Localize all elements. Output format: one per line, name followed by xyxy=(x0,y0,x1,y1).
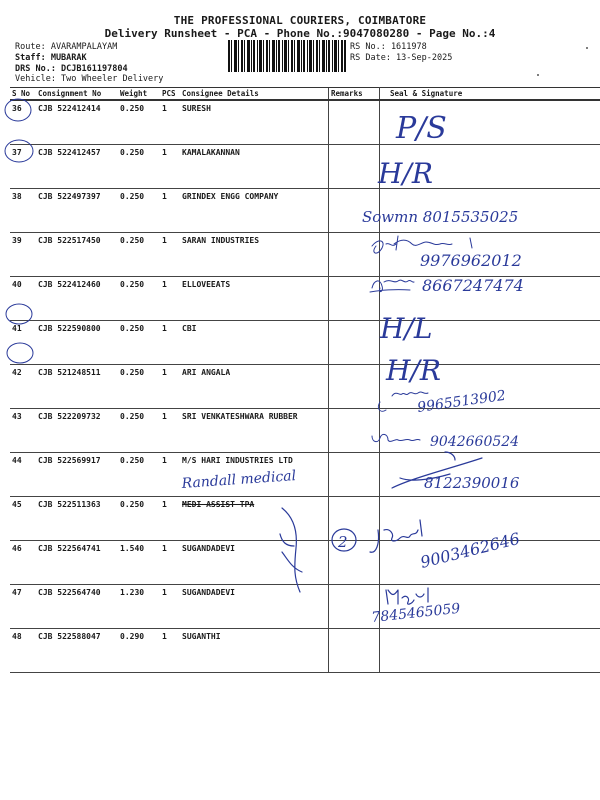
sig-46-47: 9003462646 xyxy=(418,528,522,572)
weight-cell: 0.250 xyxy=(118,497,160,541)
consignee-cell: SUGANDADEVI xyxy=(180,585,329,629)
weight-cell: 0.250 xyxy=(118,277,160,321)
col-consignment: Consignment No xyxy=(36,88,118,101)
weight-cell: 1.230 xyxy=(118,585,160,629)
weight-cell: 0.290 xyxy=(118,629,160,673)
seal-cell xyxy=(380,453,600,497)
seal-cell xyxy=(380,189,600,233)
pcs-cell: 1 xyxy=(160,277,180,321)
seal-cell xyxy=(380,497,600,541)
consignment-cell: CJB 522590800 xyxy=(36,321,118,365)
pcs-cell: 1 xyxy=(160,365,180,409)
col-pcs: PCS xyxy=(160,88,180,101)
weight-cell: 1.540 xyxy=(118,541,160,585)
remarks-cell xyxy=(329,585,380,629)
sig-42: H/R xyxy=(386,354,441,387)
remarks-cell xyxy=(329,409,380,453)
sno-cell: 43 xyxy=(10,409,36,453)
sig-40: 8667247474 xyxy=(422,276,524,295)
col-sno: S No xyxy=(10,88,36,101)
table-row xyxy=(10,277,600,321)
consignment-cell: CJB 522497397 xyxy=(36,189,118,233)
staff-text: Staff: MUBARAK xyxy=(15,53,87,63)
pcs-cell: 1 xyxy=(160,321,180,365)
remarks-cell xyxy=(329,321,380,365)
consignment-cell: CJB 522517450 xyxy=(36,233,118,277)
table-row xyxy=(10,365,600,409)
consignee-cell: SUGANDADEVI xyxy=(180,541,329,585)
table-row xyxy=(10,145,600,189)
company-title: THE PROFESSIONAL COURIERS, COIMBATORE xyxy=(173,14,427,27)
count-46-47: 2 xyxy=(338,533,348,551)
seal-cell xyxy=(380,585,600,629)
table-row xyxy=(10,100,600,145)
table-header-row xyxy=(10,88,600,101)
table-row xyxy=(10,585,600,629)
weight-cell: 0.250 xyxy=(118,409,160,453)
table-row xyxy=(10,321,600,365)
weight-cell: 0.250 xyxy=(118,100,160,145)
sig-39: 9976962012 xyxy=(420,251,522,270)
weight-cell: 0.250 xyxy=(118,145,160,189)
sno-cell: 41 xyxy=(10,321,36,365)
runsheet-subtitle: Delivery Runsheet - PCA - Phone No.:9047080280 - Page No.:4 xyxy=(104,27,496,40)
sno-cell: 37 xyxy=(10,145,36,189)
col-consignee: Consignee Details xyxy=(180,88,329,101)
table-row xyxy=(10,629,600,673)
seal-cell xyxy=(380,277,600,321)
consignee-cell: SUGANTHI xyxy=(180,629,329,673)
speck-mark xyxy=(537,74,539,76)
remarks-cell xyxy=(329,145,380,189)
note-45: Randall medical xyxy=(181,468,297,492)
pcs-cell: 1 xyxy=(160,585,180,629)
sno-cell: 36 xyxy=(10,100,36,145)
seal-cell xyxy=(380,541,600,585)
sig-48: 7845465059 xyxy=(370,600,462,626)
sno-cell: 44 xyxy=(10,453,36,497)
seal-cell xyxy=(380,629,600,673)
sno-cell: 39 xyxy=(10,233,36,277)
consignment-cell: CJB 521248511 xyxy=(36,365,118,409)
sig-44: 9042660524 xyxy=(430,434,520,450)
drs-text: DRS No.: DCJB161197804 xyxy=(15,64,128,74)
weight-cell: 0.250 xyxy=(118,453,160,497)
consignee-cell: SURESH xyxy=(180,100,329,145)
sno-cell: 42 xyxy=(10,365,36,409)
table-row xyxy=(10,541,600,585)
sno-cell: 38 xyxy=(10,189,36,233)
rs-no-text: RS No.: 1611978 xyxy=(350,42,427,52)
sig-38: Sowmn 8015535025 xyxy=(362,208,519,226)
consignee-cell: ARI ANGALA xyxy=(180,365,329,409)
weight-cell: 0.250 xyxy=(118,189,160,233)
pcs-cell: 1 xyxy=(160,233,180,277)
weight-cell: 0.250 xyxy=(118,233,160,277)
runsheet-table xyxy=(10,87,600,673)
seal-cell xyxy=(380,145,600,189)
seal-cell xyxy=(380,365,600,409)
route-text: Route: AVARAMPALAYAM xyxy=(15,42,118,52)
consignee-cell: SRI VENKATESHWARA RUBBER xyxy=(180,409,329,453)
table-row xyxy=(10,233,600,277)
pcs-cell: 1 xyxy=(160,497,180,541)
sno-cell: 48 xyxy=(10,629,36,673)
consignment-cell: CJB 522564741 xyxy=(36,541,118,585)
seal-cell xyxy=(380,409,600,453)
consignment-cell: CJB 522209732 xyxy=(36,409,118,453)
consignment-cell: CJB 522569917 xyxy=(36,453,118,497)
remarks-cell xyxy=(329,453,380,497)
consignee-cell: ELLOVEEATS xyxy=(180,277,329,321)
weight-cell: 0.250 xyxy=(118,365,160,409)
remarks-cell xyxy=(329,629,380,673)
rs-block xyxy=(350,42,452,64)
consignee-cell: M/S HARI INDUSTRIES LTD xyxy=(180,453,329,497)
table-row xyxy=(10,409,600,453)
seal-cell xyxy=(380,321,600,365)
sno-cell: 40 xyxy=(10,277,36,321)
pcs-cell: 1 xyxy=(160,409,180,453)
remarks-cell xyxy=(329,277,380,321)
sno-cell: 47 xyxy=(10,585,36,629)
consignment-cell: CJB 522412460 xyxy=(36,277,118,321)
weight-cell: 0.250 xyxy=(118,321,160,365)
consignment-cell: CJB 522564740 xyxy=(36,585,118,629)
consignee-cell: KAMALAKANNAN xyxy=(180,145,329,189)
consignee-cell: MEDI ASSIST TPA xyxy=(180,497,329,541)
sig-41: H/L xyxy=(380,312,433,345)
consignee-cell: CBI xyxy=(180,321,329,365)
consignee-cell: SARAN INDUSTRIES xyxy=(180,233,329,277)
table-row xyxy=(10,189,600,233)
col-seal: Seal & Signature xyxy=(380,88,600,101)
sno-cell: 45 xyxy=(10,497,36,541)
sig-36: P/S xyxy=(396,111,447,146)
sig-45: 8122390016 xyxy=(424,474,520,492)
remarks-cell xyxy=(329,497,380,541)
barcode xyxy=(228,40,346,72)
consignment-cell: CJB 522588047 xyxy=(36,629,118,673)
col-remarks: Remarks xyxy=(329,88,380,101)
pcs-cell: 1 xyxy=(160,100,180,145)
route-staff-block xyxy=(15,42,128,75)
consignee-cell: GRINDEX ENGG COMPANY xyxy=(180,189,329,233)
consignment-cell: CJB 522412457 xyxy=(36,145,118,189)
table-row xyxy=(10,453,600,497)
remarks-cell xyxy=(329,365,380,409)
sig-43: 9965513902 xyxy=(416,387,507,416)
vehicle-text: Vehicle: Two Wheeler Delivery xyxy=(15,74,164,84)
pcs-cell: 1 xyxy=(160,145,180,189)
remarks-cell xyxy=(329,189,380,233)
table-body xyxy=(10,100,600,673)
remarks-cell xyxy=(329,100,380,145)
seal-cell xyxy=(380,233,600,277)
rs-date-text: RS Date: 13-Sep-2025 xyxy=(350,53,453,63)
speck-mark xyxy=(586,47,588,49)
seal-cell xyxy=(380,100,600,145)
pcs-cell: 1 xyxy=(160,629,180,673)
pcs-cell: 1 xyxy=(160,189,180,233)
consignment-cell: CJB 522412414 xyxy=(36,100,118,145)
consignment-cell: CJB 522511363 xyxy=(36,497,118,541)
col-weight: Weight xyxy=(118,88,160,101)
pcs-cell: 1 xyxy=(160,541,180,585)
table-row xyxy=(10,497,600,541)
remarks-cell xyxy=(329,233,380,277)
pcs-cell: 1 xyxy=(160,453,180,497)
sig-37: H/R xyxy=(378,157,433,190)
sno-cell: 46 xyxy=(10,541,36,585)
remarks-cell xyxy=(329,541,380,585)
